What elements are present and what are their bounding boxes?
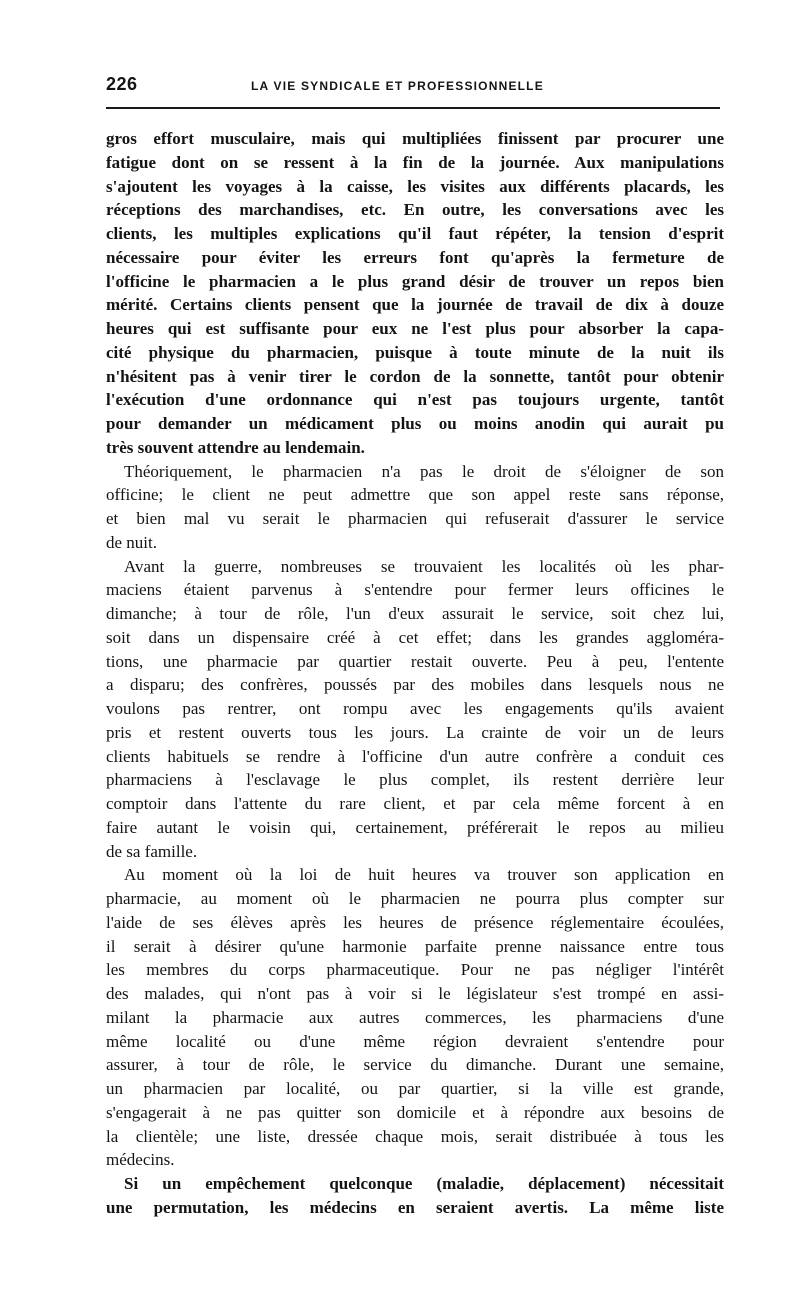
page-number: 226 [106, 74, 138, 94]
paragraph [106, 1172, 724, 1220]
header-rule [106, 107, 720, 109]
text-line: la clientèle; une liste, dressée chaque mois, serait distribuée à tous les [106, 1126, 724, 1146]
body-text [106, 127, 724, 1220]
text-line: voulons pas rentrer, ont rompu avec les engagements qu'ils avaient [106, 699, 724, 718]
text-line: très souvent attendre au lendemain. [106, 437, 365, 457]
text-line: tions, une pharmacie par quartier restait ouverte. Peu à peu, l'entente [106, 651, 724, 671]
text-line: pharmaciens à l'esclavage le plus complet, ils restent derrière leur [106, 770, 724, 790]
text-line: comptoir dans l'attente du rare client, et par cela même forcent à en [106, 794, 724, 813]
text-line: fatigue dont on se ressent à la fin de la journée. Aux manipulations [106, 152, 724, 172]
text-line: a disparu; des confrères, poussés par des mobiles dans lesquels nous ne [106, 675, 724, 695]
text-line: et bien mal vu serait le pharmacien qui refuserait d'assurer le service [106, 509, 724, 528]
text-line: de nuit. [106, 532, 157, 552]
text-line: pris et restent ouverts tous les jours. La crainte de voir un de leurs [106, 722, 724, 742]
text-line: assurer, à tour de rôle, le service du dimanche. Durant une semaine, [106, 1055, 724, 1075]
text-line: l'aide de ses élèves après les heures de présence réglementaire écoulées, [106, 912, 724, 932]
text-line: maciens étaient parvenus à s'entendre pour fermer leurs officines le [106, 580, 724, 600]
text-line: officine; le client ne peut admettre que son appel reste sans réponse, [106, 485, 724, 505]
text-line: gros effort musculaire, mais qui multipliées finissent par procurer une [106, 129, 724, 148]
text-line: nécessaire pour éviter les erreurs font qu'après la fermeture de [106, 247, 724, 267]
text-line: mérité. Certains clients pensent que la journée de travail de dix à douze [106, 295, 724, 315]
text-line: réceptions des marchandises, etc. En outre, les conversations avec les [106, 200, 724, 220]
paragraph [106, 555, 724, 864]
text-line: un pharmacien par localité, ou par quartier, si la ville est grande, [106, 1079, 724, 1098]
text-line: pour demander un médicament plus ou moins anodin qui aurait pu [106, 414, 724, 433]
text-line: Au moment où la loi de huit heures va trouver son application en [124, 865, 724, 885]
text-line: Avant la guerre, nombreuses se trouvaient les localités où les phar- [124, 556, 724, 576]
text-line: clients habituels se rendre à l'officine d'un autre confrère a conduit ces [106, 746, 724, 766]
text-line: de sa famille. [106, 841, 198, 861]
text-line: Théoriquement, le pharmacien n'a pas le droit de s'éloigner de son [124, 461, 724, 481]
text-line: des malades, qui n'ont pas à voir si le législateur s'est trompé en assi- [106, 984, 724, 1003]
text-line: s'ajoutent les voyages à la caisse, les visites aux différents placards, les [106, 176, 724, 196]
text-line: même localité ou d'une même région devraient s'entendre pour [106, 1031, 724, 1051]
text-line: soit dans un dispensaire créé à cet effet; dans les grandes aggloméra- [106, 627, 724, 647]
paragraph [106, 127, 724, 460]
text-line: Si un empêchement quelconque (maladie, déplacement) nécessitait [124, 1174, 724, 1193]
text-line: n'hésitent pas à venir tirer le cordon de la sonnette, tantôt pour obtenir [106, 366, 724, 386]
text-line: médecins. [106, 1150, 175, 1170]
page-header [106, 72, 724, 102]
text-line: pharmacie, au moment où le pharmacien ne pourra plus compter sur [106, 889, 724, 908]
text-line: les membres du corps pharmaceutique. Pour ne pas négliger l'intérêt [106, 960, 724, 980]
text-line: faire autant le voisin qui, certainement, préférerait le repos au milieu [106, 817, 724, 837]
text-line: cité physique du pharmacien, puisque à toute minute de la nuit ils [106, 342, 724, 362]
text-line: heures qui est suffisante pour eux ne l'est plus pour absorber la capa- [106, 319, 724, 338]
text-line: il serait à désirer qu'une harmonie parfaite prenne naissance entre tous [106, 936, 724, 956]
text-line: clients, les multiples explications qu'il faut répéter, la tension d'esprit [106, 224, 724, 243]
text-line: dimanche; à tour de rôle, l'un d'eux assurait le service, soit chez lui, [106, 604, 724, 623]
paragraph [106, 460, 724, 555]
text-line: milant la pharmacie aux autres commerces, les pharmaciens d'une [106, 1007, 724, 1027]
running-title: LA VIE SYNDICALE ET PROFESSIONNELLE [251, 79, 544, 93]
paragraph [106, 863, 724, 1172]
text-line: l'exécution d'une ordonnance qui n'est pas toujours urgente, tantôt [106, 390, 724, 410]
text-line: l'officine le pharmacien a le plus grand désir de trouver un repos bien [106, 271, 724, 291]
text-line: s'engagerait à ne pas quitter son domicile et à répondre aux besoins de [106, 1102, 724, 1122]
text-line: une permutation, les médecins en seraient avertis. La même liste [106, 1197, 724, 1217]
